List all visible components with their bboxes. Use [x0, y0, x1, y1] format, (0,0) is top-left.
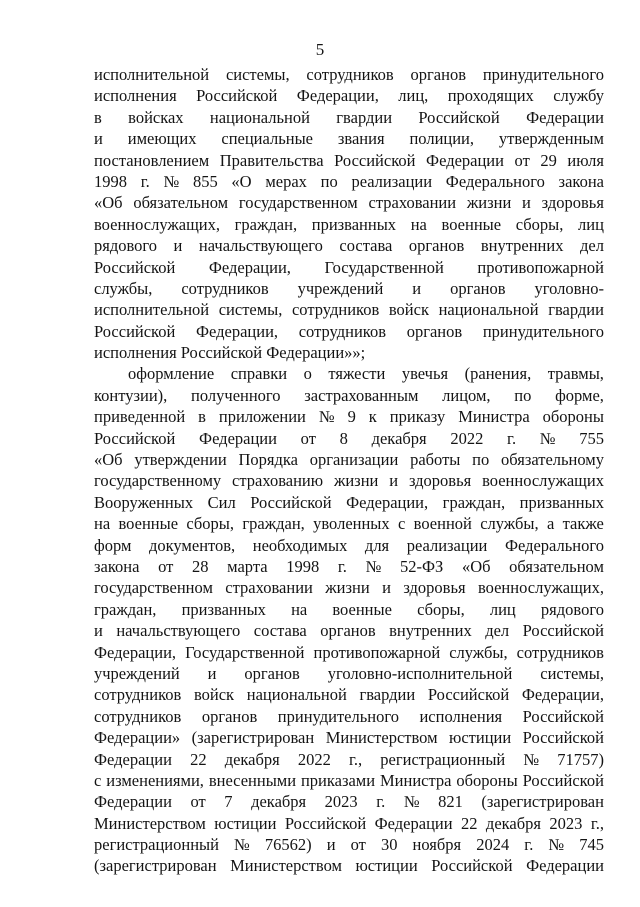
- text-line: Федерации от 7 декабря 2023 г. № 821 (зарегистрирован: [94, 792, 604, 812]
- text-line: с изменениями, внесенными приказами Министра обороны Российской: [94, 770, 604, 790]
- text-line: государственном страховании жизни и здоровья военнослужащих,: [94, 578, 604, 598]
- text-line: Федерации, Государственной противопожарной службы, сотрудников: [94, 642, 604, 662]
- text-line: закона от 28 марта 1998 г. № 52-ФЗ «Об обязательном: [94, 556, 604, 576]
- text-line: учреждений и органов уголовно-исполнительной системы,: [94, 663, 604, 683]
- text-line: и имеющих специальные звания полиции, утвержденным: [94, 129, 604, 149]
- text-line: и начальствующего состава органов внутренних дел Российской: [94, 621, 604, 641]
- text-line: (зарегистрирован Министерством юстиции Российской Федерации: [94, 856, 604, 876]
- text-line: сотрудников войск национальной гвардии Российской Федерации,: [94, 685, 604, 705]
- text-line: Российской Федерации, Государственной противопожарной: [94, 257, 604, 277]
- text-line: приведенной в приложении № 9 к приказу Министра обороны: [94, 407, 604, 427]
- text-line: контузии), полученного застрахованным лицом, по форме,: [94, 385, 604, 405]
- text-line: 1998 г. № 855 «О мерах по реализации Федерального закона: [94, 171, 604, 191]
- text-line: регистрационный № 76562) и от 30 ноября 2024 г. № 745: [94, 835, 604, 855]
- document-body: [94, 64, 604, 877]
- text-line: постановлением Правительства Российской Федерации от 29 июля: [94, 150, 604, 170]
- text-line: «Об утверждении Порядка организации работы по обязательному: [94, 450, 604, 470]
- text-line: «Об обязательном государственном страховании жизни и здоровья: [94, 193, 604, 213]
- page-number: 5: [315, 40, 325, 59]
- text-line: рядового и начальствующего состава органов внутренних дел: [94, 236, 604, 256]
- text-line: форм документов, необходимых для реализации Федерального: [94, 535, 604, 555]
- text-line: сотрудников органов принудительного исполнения Российской: [94, 706, 604, 726]
- text-line: исполнительной системы, сотрудников органов принудительного: [94, 65, 604, 84]
- text-line: Российской Федерации от 8 декабря 2022 г. № 755: [94, 428, 604, 448]
- text-line: оформление справки о тяжести увечья (ранения, травмы,: [128, 364, 604, 384]
- text-line: в войсках национальной гвардии Российской Федерации: [94, 107, 604, 127]
- text-line: Российской Федерации, сотрудников органов принудительного: [94, 321, 604, 341]
- text-line: исполнения Российской Федерации»»;: [94, 343, 366, 363]
- text-line: граждан, призванных на военные сборы, лиц рядового: [94, 599, 604, 619]
- text-line: Вооруженных Сил Российской Федерации, граждан, призванных: [94, 492, 604, 512]
- text-line: службы, сотрудников учреждений и органов уголовно-: [94, 278, 604, 298]
- text-line: исполнительной системы, сотрудников войск национальной гвардии: [94, 300, 604, 320]
- text-line: исполнения Российской Федерации, лиц, проходящих службу: [94, 86, 604, 106]
- text-line: Федерации 22 декабря 2022 г., регистрационный № 71757): [94, 749, 604, 769]
- text-line: государственному страхованию жизни и здоровья военнослужащих: [94, 471, 604, 491]
- text-line: военнослужащих, граждан, призванных на военные сборы, лиц: [94, 214, 604, 234]
- text-line: Министерством юстиции Российской Федерации 22 декабря 2023 г.,: [94, 813, 604, 833]
- text-line: Федерации» (зарегистрирован Министерством юстиции Российской: [94, 728, 604, 748]
- text-line: на военные сборы, граждан, уволенных с военной службы, а также: [94, 514, 604, 534]
